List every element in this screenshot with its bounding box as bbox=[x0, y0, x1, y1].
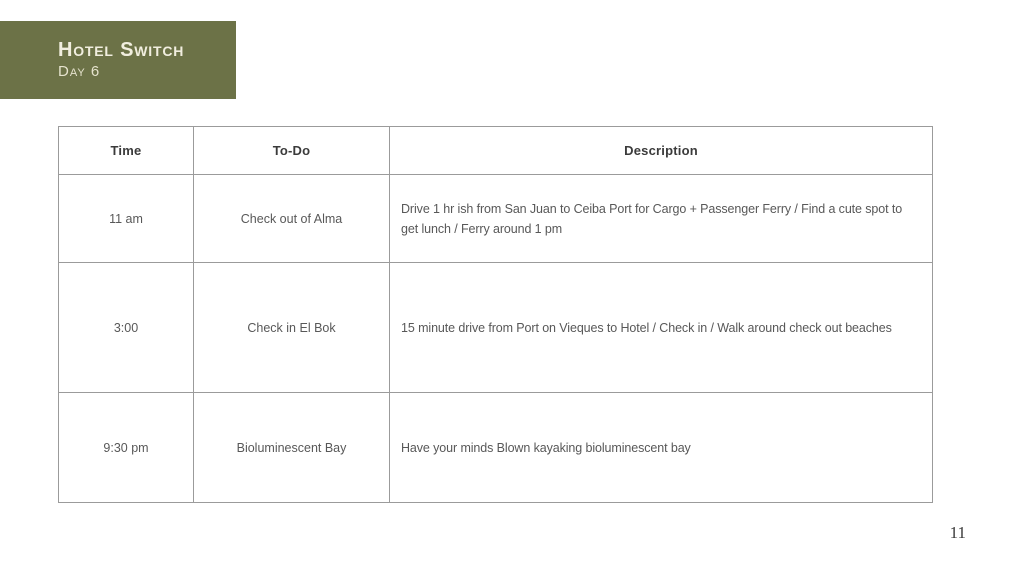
cell-description: Have your minds Blown kayaking bioluminescent bay bbox=[390, 393, 933, 503]
table-header-row bbox=[59, 127, 933, 175]
cell-todo: Check out of Alma bbox=[194, 175, 390, 263]
slide-subtitle: Day 6 bbox=[58, 63, 101, 80]
column-header-time: Time bbox=[59, 127, 194, 175]
slide-title: Hotel Switch bbox=[58, 39, 185, 61]
cell-time: 3:00 bbox=[59, 263, 194, 393]
cell-todo: Bioluminescent Bay bbox=[194, 393, 390, 503]
table-row bbox=[59, 263, 933, 393]
cell-time: 9:30 pm bbox=[59, 393, 194, 503]
column-header-description: Description bbox=[390, 127, 933, 175]
cell-description: 15 minute drive from Port on Vieques to Hotel / Check in / Walk around check out beaches bbox=[390, 263, 933, 393]
cell-todo: Check in El Bok bbox=[194, 263, 390, 393]
page-number: 11 bbox=[949, 523, 966, 542]
cell-time: 11 am bbox=[59, 175, 194, 263]
itinerary-table bbox=[58, 126, 933, 503]
table-row bbox=[59, 175, 933, 263]
column-header-todo: To-Do bbox=[194, 127, 390, 175]
table-row bbox=[59, 393, 933, 503]
slide-title-banner bbox=[0, 21, 236, 99]
cell-description: Drive 1 hr ish from San Juan to Ceiba Port for Cargo + Passenger Ferry / Find a cute spot to get lunch / Ferry around 1 pm bbox=[390, 175, 933, 263]
